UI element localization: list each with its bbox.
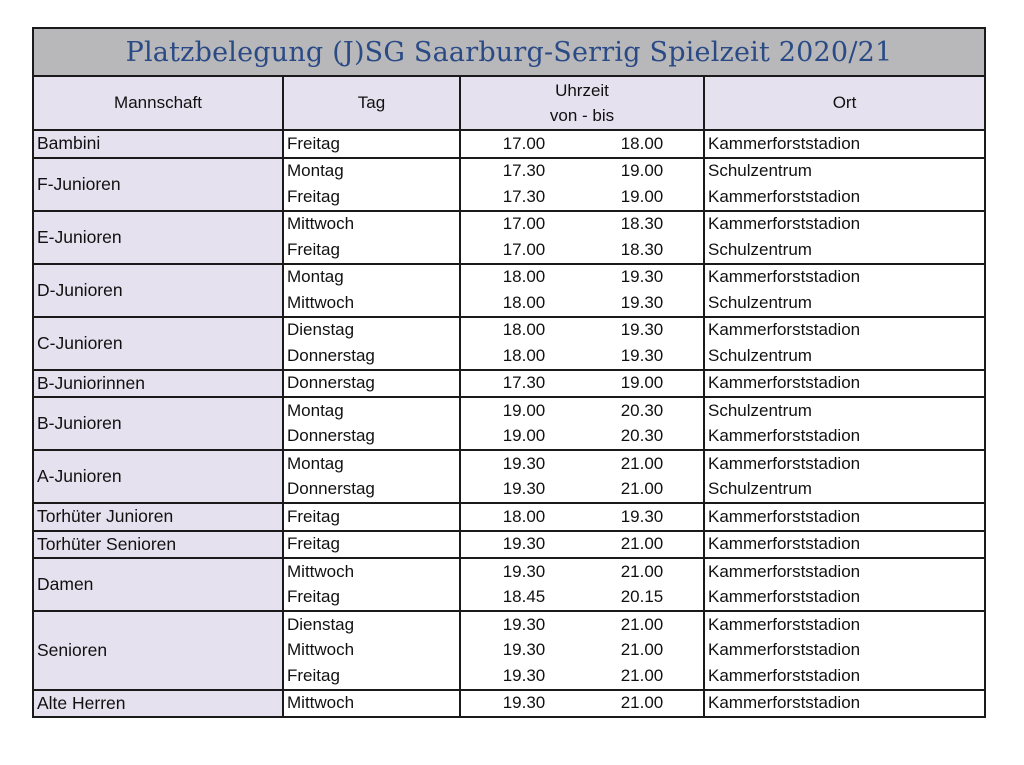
time-to: 21.00 (620, 479, 664, 499)
time-cell (461, 343, 703, 369)
time-cell (461, 371, 703, 397)
time-to: 19.30 (620, 506, 664, 526)
time-to: 21.00 (620, 561, 664, 581)
place-column (705, 318, 984, 369)
place-column (705, 371, 984, 397)
time-cell (461, 559, 703, 585)
place-column (705, 612, 984, 689)
team-group (34, 612, 984, 691)
place-cell: Schulzentrum (708, 161, 812, 181)
day-column (284, 691, 461, 717)
team-name: E-Junioren (34, 212, 284, 263)
day-column (284, 131, 461, 157)
day-column (284, 318, 461, 369)
team-name: Alte Herren (34, 691, 284, 717)
time-to: 18.30 (620, 239, 664, 259)
time-column (461, 159, 705, 210)
time-to: 21.00 (620, 640, 664, 660)
day-cell: Freitag (287, 133, 340, 153)
time-cell (461, 451, 703, 477)
time-from: 19.00 (502, 426, 546, 446)
team-name: B-Junioren (34, 398, 284, 449)
time-from: 17.00 (502, 214, 546, 234)
time-to: 19.30 (620, 267, 664, 287)
time-from: 17.30 (502, 373, 546, 393)
time-column (461, 612, 705, 689)
time-column (461, 398, 705, 449)
day-cell: Freitag (287, 534, 340, 554)
place-column (705, 559, 984, 610)
time-to: 19.00 (620, 161, 664, 181)
place-cell: Kammerforststadion (708, 214, 861, 234)
day-cell: Montag (287, 161, 344, 181)
place-cell: Kammerforststadion (708, 133, 861, 153)
team-name: C-Junioren (34, 318, 284, 369)
time-cell (461, 184, 703, 210)
place-cell: Kammerforststadion (708, 320, 861, 340)
time-cell (461, 212, 703, 238)
time-cell (461, 691, 703, 717)
time-cell (461, 585, 703, 611)
time-from: 17.30 (502, 186, 546, 206)
time-to: 20.30 (620, 426, 664, 446)
time-to: 19.30 (620, 292, 664, 312)
time-column (461, 691, 705, 717)
time-cell (461, 318, 703, 344)
time-from: 19.30 (502, 614, 546, 634)
place-cell: Kammerforststadion (708, 267, 861, 287)
team-name: A-Junioren (34, 451, 284, 502)
day-cell: Donnerstag (287, 373, 375, 393)
time-from: 19.30 (502, 693, 546, 713)
team-name: Senioren (34, 612, 284, 689)
place-cell: Kammerforststadion (708, 587, 861, 607)
day-cell: Mittwoch (287, 640, 355, 660)
place-column (705, 691, 984, 717)
time-column (461, 371, 705, 397)
day-column (284, 398, 461, 449)
table-body (34, 131, 984, 716)
time-from: 19.30 (502, 561, 546, 581)
place-cell: Schulzentrum (708, 239, 812, 259)
time-to: 21.00 (620, 693, 664, 713)
time-column (461, 212, 705, 263)
header-team: Mannschaft (34, 77, 284, 129)
time-cell (461, 290, 703, 316)
time-cell (461, 159, 703, 185)
team-group (34, 131, 984, 159)
day-cell: Freitag (287, 587, 340, 607)
time-from: 19.30 (502, 534, 546, 554)
time-to: 21.00 (620, 534, 664, 554)
place-cell: Schulzentrum (708, 400, 812, 420)
time-to: 21.00 (620, 453, 664, 473)
day-column (284, 559, 461, 610)
place-column (705, 451, 984, 502)
team-group (34, 265, 984, 318)
day-cell: Montag (287, 453, 344, 473)
day-column (284, 212, 461, 263)
place-cell: Schulzentrum (708, 479, 812, 499)
time-cell (461, 477, 703, 503)
time-cell (461, 265, 703, 291)
day-cell: Montag (287, 267, 344, 287)
time-to: 21.00 (620, 614, 664, 634)
day-column (284, 371, 461, 397)
day-cell: Freitag (287, 186, 340, 206)
day-cell: Dienstag (287, 320, 355, 340)
team-group (34, 559, 984, 612)
day-cell: Freitag (287, 506, 340, 526)
place-cell: Kammerforststadion (708, 426, 861, 446)
place-cell: Kammerforststadion (708, 693, 861, 713)
place-cell: Schulzentrum (708, 345, 812, 365)
day-cell: Montag (287, 400, 344, 420)
time-cell (461, 532, 703, 558)
day-column (284, 451, 461, 502)
time-from: 19.30 (502, 453, 546, 473)
time-from: 19.00 (502, 400, 546, 420)
team-group (34, 212, 984, 265)
time-cell (461, 398, 703, 424)
time-cell (461, 663, 703, 689)
time-column (461, 318, 705, 369)
place-cell: Kammerforststadion (708, 453, 861, 473)
day-cell: Freitag (287, 239, 340, 259)
header-time (461, 77, 705, 129)
time-from: 18.00 (502, 292, 546, 312)
time-from: 18.00 (502, 506, 546, 526)
time-to: 20.30 (620, 400, 664, 420)
time-to: 19.00 (620, 373, 664, 393)
day-cell: Mittwoch (287, 214, 355, 234)
time-from: 18.00 (502, 267, 546, 287)
place-cell: Kammerforststadion (708, 506, 861, 526)
place-column (705, 159, 984, 210)
time-from: 18.45 (502, 587, 546, 607)
day-cell: Dienstag (287, 614, 355, 634)
team-group (34, 504, 984, 532)
day-cell: Donnerstag (287, 426, 375, 446)
place-column (705, 532, 984, 558)
time-to: 19.30 (620, 320, 664, 340)
time-from: 19.30 (502, 479, 546, 499)
day-cell: Donnerstag (287, 479, 375, 499)
place-cell: Schulzentrum (708, 292, 812, 312)
team-name: B-Juniorinnen (34, 371, 284, 397)
day-column (284, 504, 461, 530)
place-column (705, 131, 984, 157)
day-column (284, 159, 461, 210)
time-to: 20.15 (620, 587, 664, 607)
place-cell: Kammerforststadion (708, 614, 861, 634)
team-group (34, 532, 984, 560)
day-column (284, 532, 461, 558)
place-column (705, 212, 984, 263)
place-column (705, 265, 984, 316)
time-column (461, 451, 705, 502)
time-cell (461, 638, 703, 664)
day-cell: Mittwoch (287, 693, 355, 713)
team-group (34, 398, 984, 451)
time-from: 19.30 (502, 665, 546, 685)
time-column (461, 504, 705, 530)
time-cell (461, 424, 703, 450)
time-to: 18.00 (620, 133, 664, 153)
time-from: 18.00 (502, 320, 546, 340)
place-cell: Kammerforststadion (708, 534, 861, 554)
page-title: Platzbelegung (J)SG Saarburg-Serrig Spielzeit 2020/21 (34, 29, 984, 77)
schedule-table (32, 27, 986, 718)
time-column (461, 532, 705, 558)
time-cell (461, 131, 703, 157)
team-name: Bambini (34, 131, 284, 157)
team-group (34, 318, 984, 371)
team-name: Torhüter Junioren (34, 504, 284, 530)
time-to: 21.00 (620, 665, 664, 685)
place-column (705, 398, 984, 449)
time-cell (461, 237, 703, 263)
time-cell (461, 612, 703, 638)
time-from: 19.30 (502, 640, 546, 660)
place-cell: Kammerforststadion (708, 640, 861, 660)
time-from: 17.00 (502, 239, 546, 259)
header-time-label: Uhrzeit (555, 81, 609, 100)
table-header (34, 77, 984, 131)
day-cell: Donnerstag (287, 345, 375, 365)
day-column (284, 265, 461, 316)
day-cell: Freitag (287, 665, 340, 685)
header-day: Tag (284, 77, 461, 129)
header-time-range: von - bis (549, 106, 615, 125)
time-from: 17.30 (502, 161, 546, 181)
place-column (705, 504, 984, 530)
day-cell: Mittwoch (287, 561, 355, 581)
team-name: Torhüter Senioren (34, 532, 284, 558)
time-column (461, 265, 705, 316)
team-group (34, 159, 984, 212)
time-to: 18.30 (620, 214, 664, 234)
team-name: F-Junioren (34, 159, 284, 210)
place-cell: Kammerforststadion (708, 561, 861, 581)
place-cell: Kammerforststadion (708, 186, 861, 206)
place-cell: Kammerforststadion (708, 373, 861, 393)
time-column (461, 559, 705, 610)
team-group (34, 451, 984, 504)
time-from: 18.00 (502, 345, 546, 365)
team-group (34, 371, 984, 399)
day-cell: Mittwoch (287, 292, 355, 312)
place-cell: Kammerforststadion (708, 665, 861, 685)
time-cell (461, 504, 703, 530)
header-place: Ort (832, 93, 857, 112)
time-column (461, 131, 705, 157)
time-from: 17.00 (502, 133, 546, 153)
team-name: D-Junioren (34, 265, 284, 316)
team-group (34, 691, 984, 717)
team-name: Damen (34, 559, 284, 610)
time-to: 19.00 (620, 186, 664, 206)
day-column (284, 612, 461, 689)
time-to: 19.30 (620, 345, 664, 365)
